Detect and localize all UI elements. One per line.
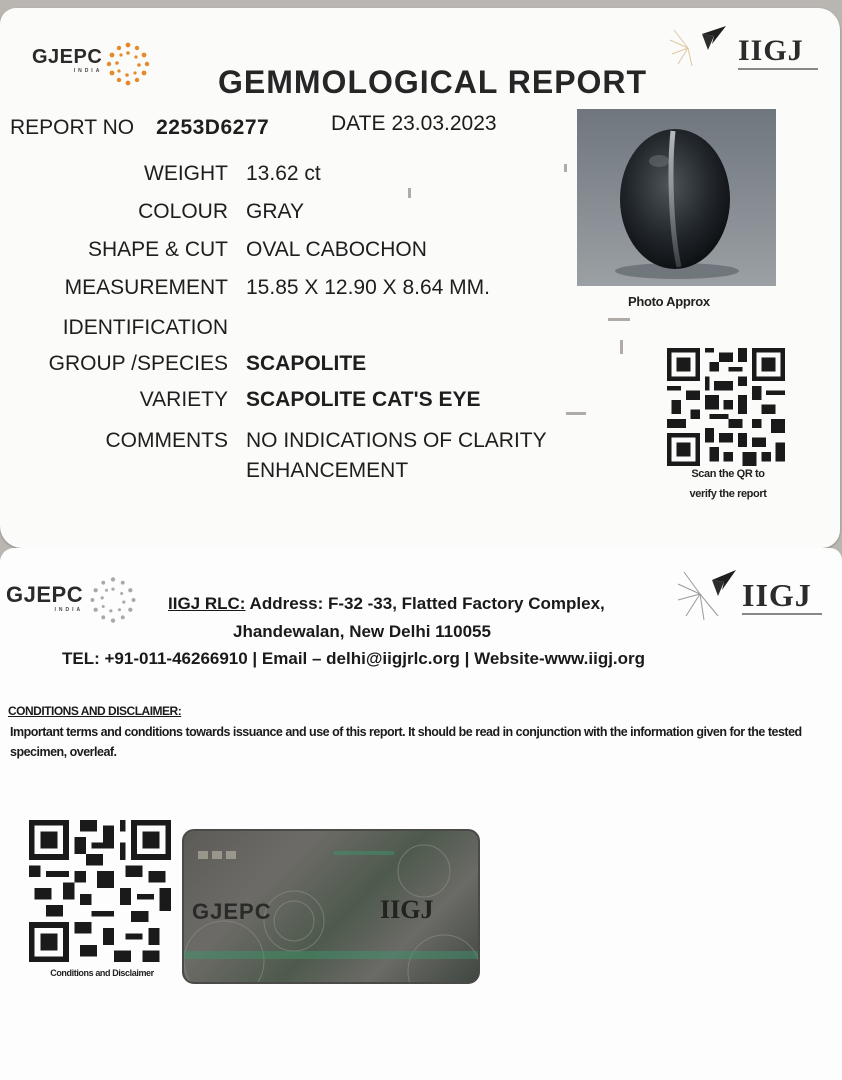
gjepc-logo-back	[6, 584, 139, 626]
address-line-1	[168, 594, 605, 614]
iigj-logo-back-text: IIGJ	[742, 577, 812, 613]
iigj-logo-text: IIGJ	[738, 34, 804, 67]
field-colour-label: COLOUR	[138, 200, 228, 223]
field-measurement-value: 15.85 X 12.90 X 8.64 MM.	[246, 276, 490, 299]
report-date-label: DATE	[331, 112, 386, 135]
field-variety-label: VARIETY	[139, 388, 228, 411]
report-date	[331, 112, 497, 136]
field-weight-value: 13.62 ct	[246, 162, 321, 185]
gjepc-logo-subtext: INDIA	[73, 68, 103, 74]
print-speck	[620, 340, 623, 354]
iigj-arrow-burst-icon	[668, 20, 734, 70]
conditions-qr-caption: Conditions and Disclaimer	[50, 968, 154, 978]
field-shape-cut-label: SHAPE & CUT	[87, 238, 228, 261]
contact-line: TEL: +91-011-46266910 | Email – delhi@iigjrlc.org | Website-www.iigj.org	[62, 649, 646, 668]
cats-eye-cabochon-image	[577, 109, 776, 286]
field-weight-label: WEIGHT	[144, 162, 228, 185]
print-speck	[566, 412, 586, 415]
address-line-1-text: Address: F-32 -33, Flatted Factory Complex,	[245, 594, 605, 613]
qr-code-icon	[666, 348, 786, 466]
conditions-heading: CONDITIONS AND DISCLAIMER:	[8, 704, 182, 718]
print-speck	[608, 318, 630, 321]
print-speck	[408, 188, 411, 198]
gjepc-starburst-icon	[87, 574, 139, 626]
field-identification-label: IDENTIFICATION	[62, 316, 228, 339]
field-comments-label: COMMENTS	[105, 429, 228, 452]
report-card-front	[0, 8, 840, 548]
hologram-iigj-text: IIGJ	[380, 895, 434, 924]
address-line-2: Jhandewalan, New Delhi 110055	[233, 622, 491, 641]
gjepc-starburst-icon	[104, 40, 152, 88]
gjepc-logo-back-text: GJEPC	[6, 582, 84, 607]
gjepc-logo-back-subtext: INDIA	[54, 607, 84, 613]
report-date-value: 23.03.2023	[391, 112, 497, 135]
conditions-text: Important terms and conditions towards issuance and use of this report. It should be read in conjunction with the information given for the tested specimen, overleaf.	[10, 725, 802, 759]
verify-qr-caption	[676, 468, 780, 500]
field-variety-value: SCAPOLITE CAT'S EYE	[246, 388, 481, 411]
gjepc-logo-text: GJEPC	[32, 46, 103, 68]
report-number-row	[10, 116, 269, 140]
field-colour-value: GRAY	[246, 200, 304, 223]
iigj-logo-back-tagline	[742, 613, 822, 615]
hologram-gjepc-text: GJEPC	[192, 899, 272, 924]
conditions-qr-code[interactable]	[29, 820, 171, 967]
field-shape-cut-value: OVAL CABOCHON	[246, 238, 427, 261]
field-measurement-label: MEASUREMENT	[64, 276, 228, 299]
verify-qr-code[interactable]	[666, 348, 786, 471]
print-speck	[564, 164, 567, 172]
qr-code-icon	[29, 820, 171, 962]
report-number-value: 2253D6277	[156, 116, 270, 139]
iigj-logo-tagline	[738, 68, 818, 70]
hologram-security-sticker	[182, 829, 480, 984]
photo-caption: Photo Approx	[628, 294, 710, 309]
field-comments-value-line2: ENHANCEMENT	[246, 459, 409, 482]
field-group-species-label: GROUP /SPECIES	[48, 352, 228, 375]
verify-qr-caption-line1: Scan the QR to	[691, 468, 765, 480]
verify-qr-caption-line2: verify the report	[689, 488, 767, 500]
stone-photo	[577, 109, 776, 286]
address-prefix: IIGJ RLC:	[168, 594, 246, 613]
report-title: GEMMOLOGICAL REPORT	[218, 64, 648, 100]
field-comments-value: NO INDICATIONS OF CLARITY	[246, 429, 547, 452]
field-group-species-value: SCAPOLITE	[246, 352, 367, 375]
iigj-arrow-burst-icon	[676, 562, 742, 622]
report-number-label: REPORT NO	[10, 116, 135, 139]
gjepc-logo	[32, 46, 152, 88]
